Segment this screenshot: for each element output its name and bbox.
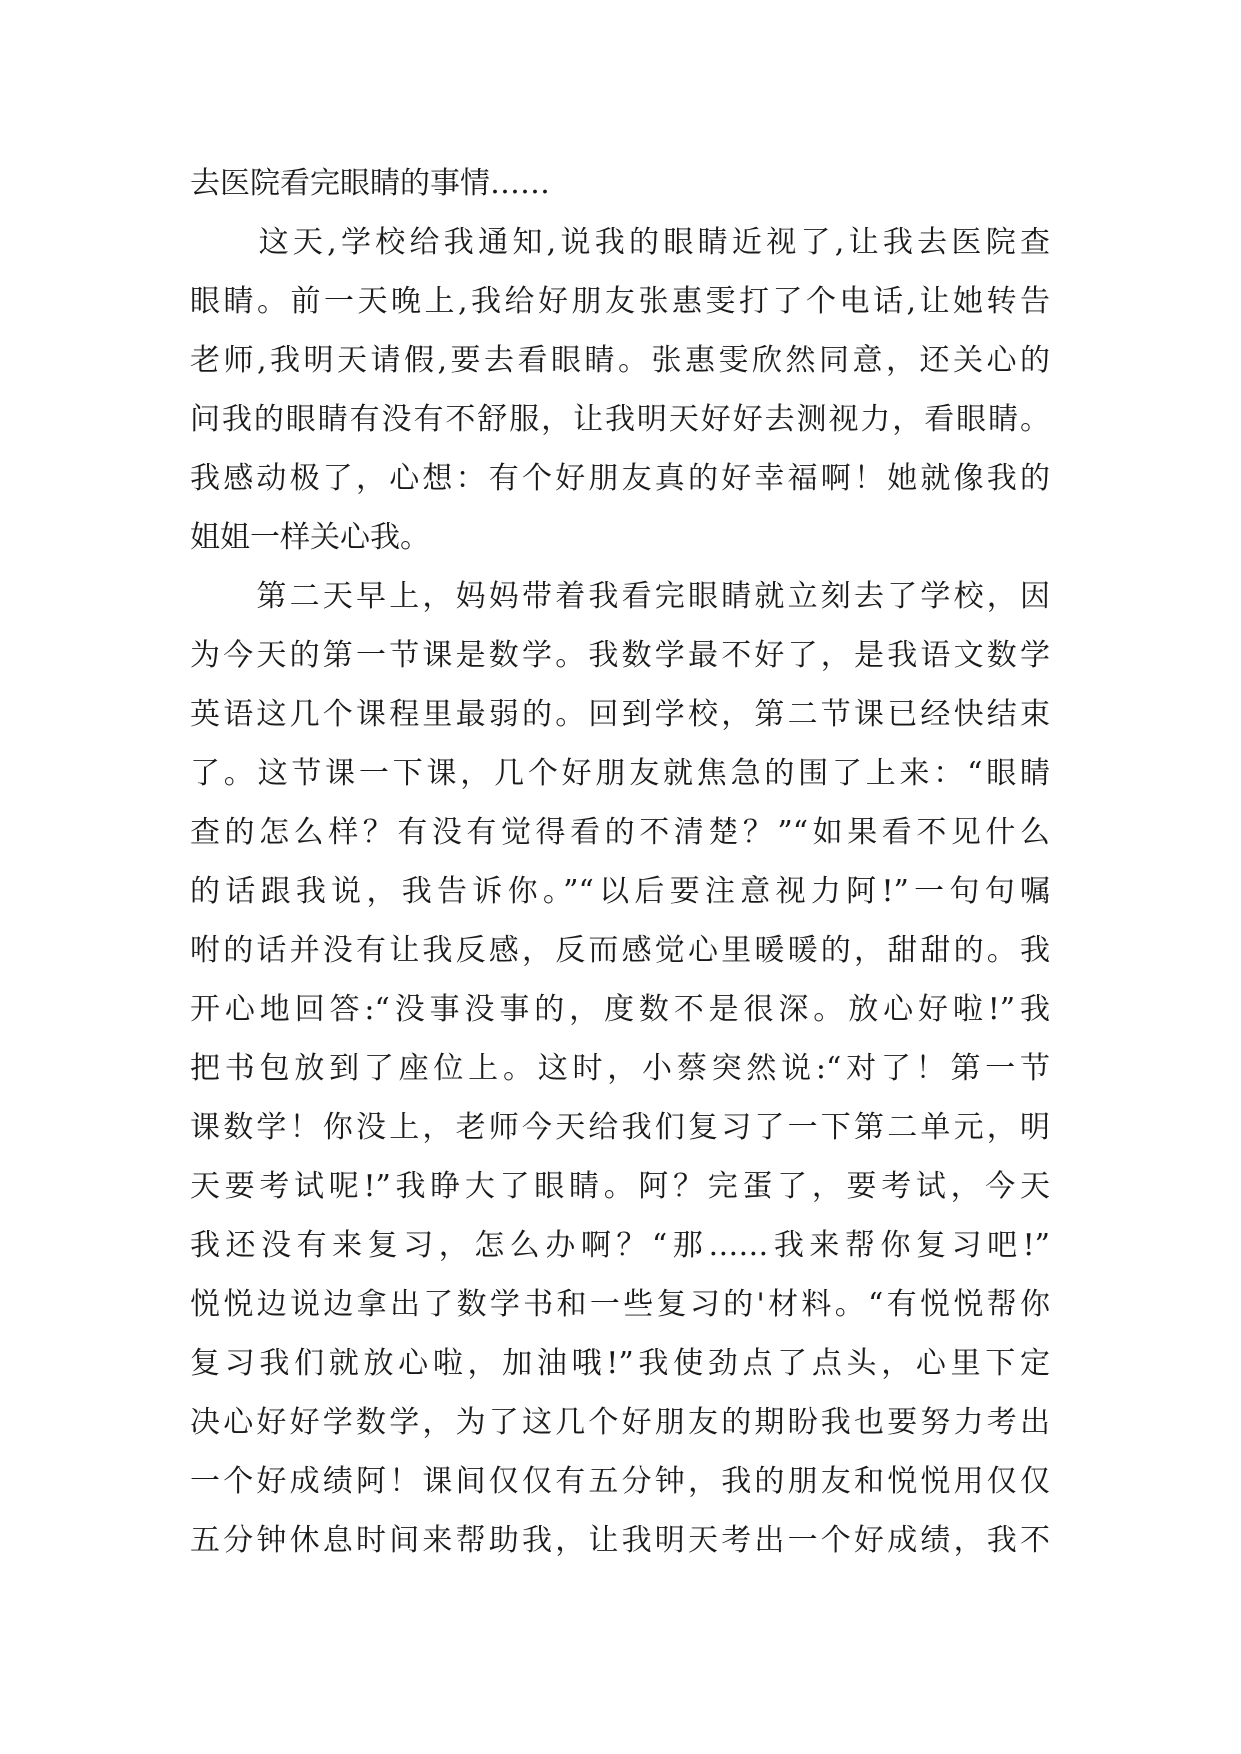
- text-line: 决心好好学数学，为了这几个好朋友的期盼我也要努力考出: [190, 1405, 1050, 1440]
- text-line: 天要考试呢!”我睁大了眼睛。阿？完蛋了，要考试，今天: [190, 1169, 1050, 1204]
- text-line: 姐姐一样关心我。: [190, 520, 430, 555]
- text-line: 英语这几个课程里最弱的。回到学校，第二节课已经快结束: [190, 697, 1050, 732]
- text-line: 我感动极了，心想：有个好朋友真的好幸福啊！她就像我的: [190, 461, 1050, 496]
- text-line: 第二天早上，妈妈带着我看完眼睛就立刻去了学校，因: [190, 579, 1050, 614]
- text-line: 一个好成绩阿！课间仅仅有五分钟，我的朋友和悦悦用仅仅: [190, 1464, 1050, 1499]
- text-line: 五分钟休息时间来帮助我，让我明天考出一个好成绩，我不: [190, 1523, 1050, 1558]
- text-line: 复习我们就放心啦，加油哦!”我使劲点了点头，心里下定: [190, 1346, 1050, 1381]
- text-line: 课数学！你没上，老师今天给我们复习了一下第二单元，明: [190, 1110, 1050, 1145]
- text-line: 眼睛。前一天晚上,我给好朋友张惠雯打了个电话,让她转告: [190, 284, 1050, 319]
- text-line: 这天,学校给我通知,说我的眼睛近视了,让我去医院查: [190, 225, 1050, 260]
- text-line: 去医院看完眼睛的事情……: [190, 166, 550, 201]
- text-line: 开心地回答:“没事没事的，度数不是很深。放心好啦!”我: [190, 992, 1050, 1027]
- text-line: 了。这节课一下课，几个好朋友就焦急的围了上来：“眼睛: [190, 756, 1050, 791]
- text-line: 悦悦边说边拿出了数学书和一些复习的'材料。“有悦悦帮你: [190, 1287, 1050, 1322]
- text-line: 的话跟我说，我告诉你。”“以后要注意视力阿!”一句句嘱: [190, 874, 1050, 909]
- text-line: 问我的眼睛有没有不舒服，让我明天好好去测视力，看眼睛。: [190, 402, 1050, 437]
- text-line: 老师,我明天请假,要去看眼睛。张惠雯欣然同意，还关心的: [190, 343, 1050, 378]
- text-line: 我还没有来复习，怎么办啊？“那……我来帮你复习吧!”: [190, 1228, 1050, 1263]
- text-line: 把书包放到了座位上。这时，小蔡突然说:“对了！第一节: [190, 1051, 1050, 1086]
- text-line: 查的怎么样？有没有觉得看的不清楚？”“如果看不见什么: [190, 815, 1050, 850]
- text-line: 咐的话并没有让我反感，反而感觉心里暖暖的，甜甜的。我: [190, 933, 1050, 968]
- text-line: 为今天的第一节课是数学。我数学最不好了，是我语文数学: [190, 638, 1050, 673]
